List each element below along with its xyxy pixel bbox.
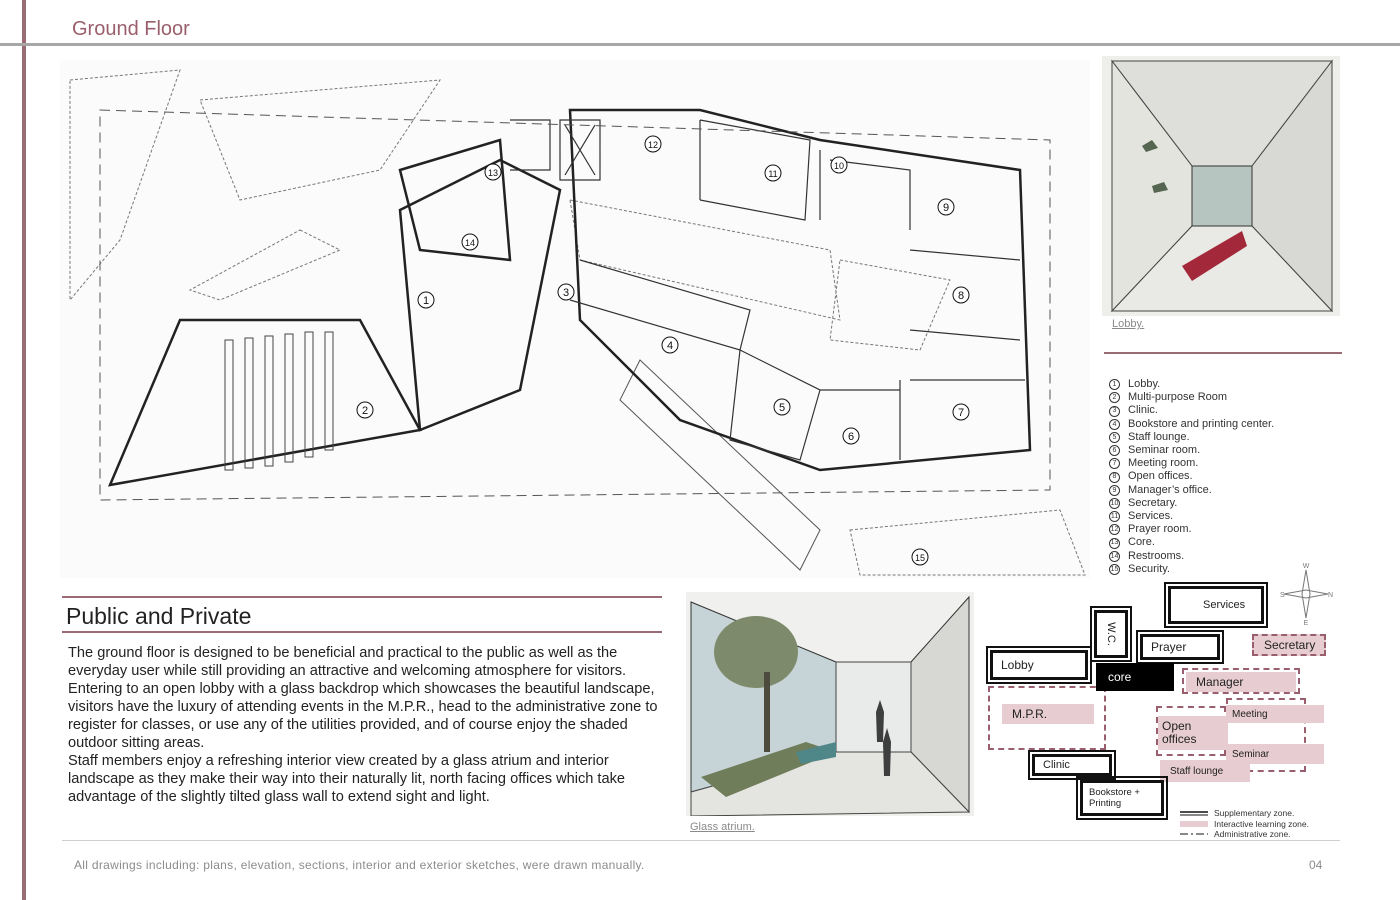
zoning-legend-label: Supplementary zone. — [1214, 808, 1295, 818]
restroom-walls — [400, 140, 510, 260]
landscape-area — [830, 260, 950, 350]
services-partition — [700, 120, 810, 220]
page-title: Ground Floor — [72, 18, 190, 40]
legend-item — [1109, 484, 1274, 497]
zone-core: core — [1096, 663, 1174, 691]
legend-number: 12 — [1109, 524, 1120, 535]
legend-number: 6 — [1109, 445, 1120, 456]
footer-note: All drawings including: plans, elevation, sections, interior and exterior sketches, were drawn manually. — [74, 858, 645, 872]
paragraph: Entering to an open lobby with a glass backdrop which showcases the beautiful landscape, visitors have the luxury of attending events in the M.P.R., head to the administrative zone to register for classes, or use any of the utilities provided, and of course enjoy the shaded outdoor sitting areas. — [68, 681, 658, 751]
zone-lobby: Lobby — [990, 650, 1088, 680]
legend-label: Meeting room. — [1128, 457, 1199, 470]
core-stair — [510, 120, 550, 170]
seat-row — [305, 332, 313, 457]
zoning-legend-row — [1180, 808, 1309, 819]
office-partition — [910, 250, 1025, 380]
left-accent-rule — [22, 0, 26, 900]
legend-rule — [1104, 352, 1342, 354]
zone-seminar: Seminar — [1226, 744, 1324, 764]
zone-mpr: M.P.R. — [1002, 704, 1094, 724]
room-number: 15 — [914, 553, 926, 563]
room-number: 10 — [833, 161, 845, 171]
room-number: 2 — [361, 405, 369, 417]
room-number: 5 — [778, 402, 786, 414]
section-body — [68, 644, 674, 806]
zone-wc — [1094, 610, 1128, 658]
landscape-area — [70, 70, 180, 300]
landscape-area — [570, 200, 840, 320]
room-marker-13 — [485, 164, 501, 180]
atrium-sketch-drawing — [686, 592, 974, 816]
room-marker-4 — [662, 337, 678, 353]
compass-label: W — [1302, 563, 1310, 570]
compass-label: S — [1280, 592, 1285, 599]
landscape-area — [850, 510, 1085, 575]
room-number: 9 — [942, 202, 950, 214]
supplementary-swatch — [1180, 810, 1208, 816]
paragraph: Staff members enjoy a refreshing interior view created by a glass atrium and interior landscape as they make their way into their naturally lit, north facing offices which take advantage of the slightly tilted glass wall to extend sight and light. — [68, 753, 626, 805]
legend-label: Secretary. — [1128, 496, 1178, 509]
legend-number: 5 — [1109, 432, 1120, 443]
room-marker-12 — [645, 136, 661, 152]
zone-bookstore: Bookstore + Printing — [1080, 780, 1164, 816]
atrium-caption: Glass atrium. — [690, 821, 755, 833]
legend-item — [1109, 444, 1274, 457]
zone-secretary: Secretary — [1252, 634, 1326, 656]
zone-wc-label: W.C. — [1105, 622, 1117, 646]
legend-label: Lobby. — [1128, 378, 1161, 390]
room-marker-7 — [953, 404, 969, 420]
room-number: 13 — [487, 168, 499, 178]
room-number: 12 — [647, 140, 659, 150]
section-rule-bottom — [62, 631, 662, 633]
legend-number: 1 — [1109, 379, 1120, 390]
legend-item — [1109, 536, 1274, 549]
lobby-sketch-drawing — [1102, 56, 1340, 316]
room-marker-6 — [843, 428, 859, 444]
compass-label: E — [1303, 620, 1309, 626]
legend-number: 7 — [1109, 458, 1120, 469]
zoning-legend-label: Interactive learning zone. — [1214, 818, 1309, 829]
zone-meeting: Meeting — [1226, 705, 1324, 723]
legend-number: 2 — [1109, 392, 1120, 403]
legend-item — [1109, 431, 1274, 444]
page-number: 04 — [1309, 858, 1323, 872]
room-marker-2 — [357, 402, 373, 418]
room-marker-14 — [462, 234, 478, 250]
legend-item — [1109, 457, 1274, 470]
legend-item — [1109, 497, 1274, 510]
seat-row — [265, 336, 273, 466]
room-marker-11 — [765, 165, 781, 181]
room-marker-10 — [831, 157, 847, 173]
interactive-swatch — [1180, 821, 1208, 827]
site-boundary — [100, 110, 1050, 500]
room-number: 4 — [666, 340, 674, 352]
paragraph: The ground floor is designed to be beneficial and practical to the public as well as the everyday user while still providing an attractive and welcoming atmosphere for visitors. — [68, 645, 627, 679]
zone-clinic: Clinic — [1032, 754, 1112, 776]
legend-item — [1109, 563, 1274, 576]
lobby-sketch — [1102, 56, 1340, 316]
zone-services: Services — [1168, 586, 1264, 624]
legend-label: Manager’s office. — [1128, 483, 1212, 496]
legend-item — [1109, 523, 1274, 536]
legend-number: 10 — [1109, 498, 1120, 509]
legend-number: 11 — [1109, 511, 1120, 522]
room-marker-15 — [912, 549, 928, 565]
legend-number: 15 — [1109, 564, 1120, 575]
legend-label: Open offices. — [1128, 470, 1193, 483]
room-marker-9 — [938, 199, 954, 215]
administrative-swatch — [1180, 831, 1208, 837]
compass — [1278, 562, 1334, 626]
seat-row — [285, 334, 293, 462]
room-marker-3 — [558, 284, 574, 300]
legend-label: Staff lounge. — [1128, 430, 1190, 443]
landscape-area — [190, 230, 340, 300]
core-elevators — [560, 120, 600, 180]
legend-item — [1109, 378, 1274, 391]
zone-prayer: Prayer — [1140, 634, 1220, 660]
legend-label: Prayer room. — [1128, 523, 1192, 536]
legend-item — [1109, 550, 1274, 563]
seat-row — [325, 332, 333, 450]
room-number: 6 — [847, 431, 855, 443]
room-number: 3 — [562, 287, 570, 299]
legend-label: Bookstore and printing center. — [1128, 417, 1275, 430]
section-rule-top — [62, 596, 662, 598]
legend-number: 14 — [1109, 551, 1120, 562]
zone-manager: Manager — [1186, 672, 1296, 692]
zone-open-offices: Open offices — [1158, 716, 1228, 750]
legend-number: 9 — [1109, 485, 1120, 496]
room-number: 14 — [464, 238, 476, 248]
room-number: 7 — [957, 407, 965, 419]
room-marker-5 — [774, 399, 790, 415]
seat-row — [225, 340, 233, 470]
zoning-legend-label: Administrative zone. — [1214, 829, 1291, 839]
legend-label: Multi-purpose Room — [1128, 391, 1228, 404]
header-rule — [0, 43, 1400, 46]
legend-number: 13 — [1109, 538, 1120, 549]
atrium-sketch — [686, 592, 974, 816]
legend-number: 8 — [1109, 472, 1120, 483]
zoning-legend-row — [1180, 819, 1309, 830]
floor-plan-drawing — [60, 60, 1090, 578]
legend-label: Security. — [1128, 562, 1170, 575]
seat-row — [245, 338, 253, 468]
zone-staff-lounge: Staff lounge — [1160, 760, 1250, 782]
zoning-legend-row — [1180, 829, 1309, 840]
room-legend — [1109, 378, 1274, 576]
room-number: 1 — [422, 295, 430, 307]
legend-item — [1109, 418, 1274, 431]
legend-label: Clinic. — [1128, 404, 1158, 417]
room-number: 8 — [957, 290, 965, 302]
meeting-partition — [820, 380, 900, 460]
compass-icon — [1278, 562, 1334, 626]
compass-label: N — [1328, 592, 1334, 599]
zoning-legend — [1180, 808, 1309, 840]
legend-item — [1109, 470, 1274, 483]
footer-rule — [62, 840, 1340, 841]
legend-number: 4 — [1109, 419, 1120, 430]
legend-item — [1109, 404, 1274, 417]
legend-item — [1109, 391, 1274, 404]
lobby-caption: Lobby. — [1112, 318, 1145, 330]
room-marker-8 — [953, 287, 969, 303]
section-title: Public and Private — [66, 603, 252, 629]
legend-number: 3 — [1109, 406, 1120, 417]
room-number: 11 — [768, 169, 778, 179]
legend-label: Services. — [1128, 510, 1174, 523]
room-marker-1 — [418, 292, 434, 308]
legend-item — [1109, 510, 1274, 523]
ground-floor-plan — [60, 60, 1090, 578]
legend-label: Restrooms. — [1128, 549, 1185, 562]
legend-label: Core. — [1128, 536, 1155, 549]
legend-label: Seminar room. — [1128, 444, 1201, 457]
